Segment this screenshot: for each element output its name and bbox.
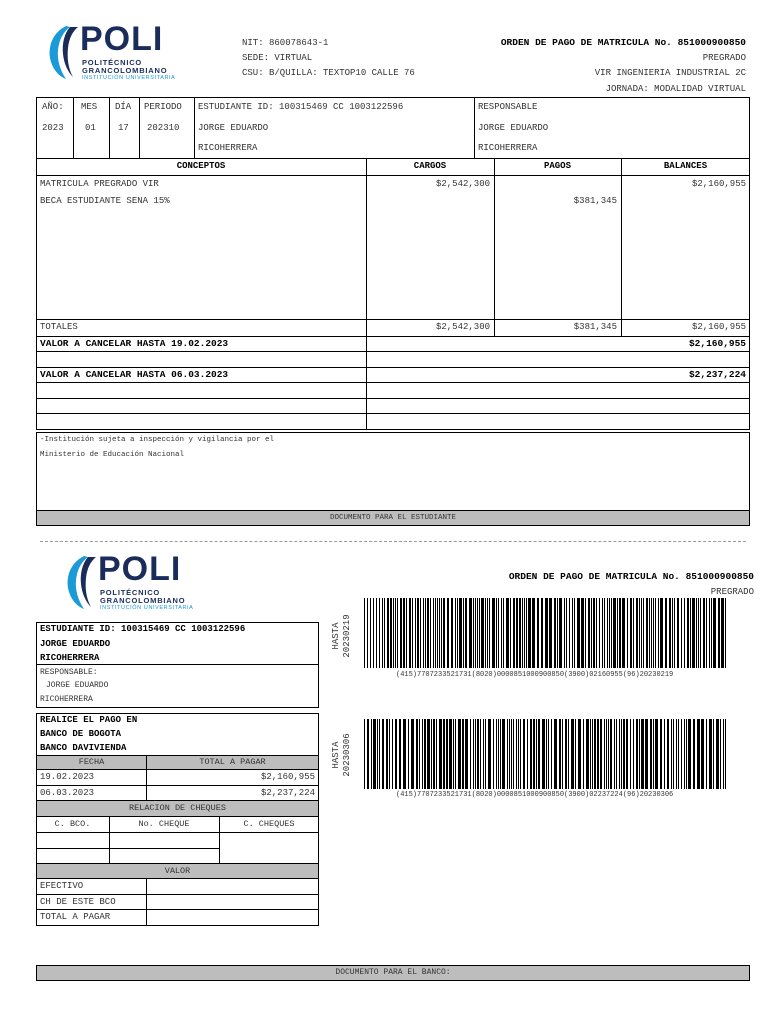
valor-ch-bco: CH DE ESTE BCO	[40, 897, 116, 907]
totales-cargo: $2,542,300	[435, 322, 490, 332]
dia-label: DÍA	[115, 102, 132, 112]
periodo-value: 202310	[147, 123, 180, 133]
csu: CSU: B/QUILLA: TEXTOP10 CALLE 76	[242, 68, 415, 78]
barcode-2-icon	[364, 719, 728, 789]
col-conceptos: CONCEPTOS	[176, 161, 226, 171]
valor-cancelar-1-label: VALOR A CANCELAR HASTA 19.02.2023	[40, 338, 229, 349]
totales-pago: $381,345	[573, 322, 617, 332]
nit: NIT: 860078643-1	[242, 38, 329, 48]
valor-total: TOTAL A PAGAR	[40, 912, 111, 922]
responsable-apellido: RICOHERRERA	[478, 143, 538, 153]
realice-pago: REALICE EL PAGO EN	[40, 715, 138, 725]
logo-line2: GRANCOLOMBIANO	[100, 596, 186, 605]
totales-balance: $2,160,955	[691, 322, 746, 332]
col-cargos: CARGOS	[413, 161, 447, 171]
barcode-2-hasta: HASTA	[331, 741, 341, 769]
responsable-label-banco: RESPONSABLE:	[40, 668, 98, 677]
estudiante-nombre: JORGE EDUARDO	[198, 123, 269, 133]
nota-line2: Ministerio de Educación Nacional	[40, 451, 185, 459]
periodo-label: PERIODO	[144, 102, 182, 112]
banco-bogota: BANCO DE BOGOTA	[40, 729, 122, 739]
poli-logo	[46, 22, 206, 82]
estudiante-label: ESTUDIANTE ID: 100315469 CC 1003122596	[198, 102, 404, 112]
mes-label: MES	[81, 102, 98, 112]
pago-fecha-2: 06.03.2023	[40, 788, 95, 798]
dia-value: 17	[118, 123, 129, 133]
pago-total-1: $2,160,955	[260, 772, 315, 782]
barcode-1-hasta: HASTA	[331, 622, 341, 650]
total-header: TOTAL A PAGAR	[147, 755, 318, 769]
valor-cancelar-1: $2,160,955	[688, 338, 746, 349]
orden-title: ORDEN DE PAGO DE MATRICULA No. 851000900850	[500, 37, 746, 48]
barcode-2-number: (415)7707233521731(8020)0000851000900850(3900)02237224(96)20230306	[396, 791, 674, 799]
logo-line1: POLITÉCNICO	[100, 588, 161, 597]
estudiante-line: ESTUDIANTE ID: 100315469 CC 1003122596	[40, 624, 246, 634]
responsable-label: RESPONSABLE	[478, 102, 538, 112]
logo-word: POLI	[80, 20, 164, 58]
col-balances: BALANCES	[663, 161, 708, 171]
barcode-1-number: (415)7707233521731(8020)0000851000900850(3900)02160955(96)20230219	[396, 671, 674, 679]
responsable-nombre-banco: JORGE EDUARDO	[46, 681, 109, 690]
col-c-cheques: C. CHEQUES	[243, 819, 295, 829]
cut-line	[40, 541, 746, 542]
estudiante-apellido: RICOHERRERA	[198, 143, 258, 153]
barcode-1-fecha: 20230219	[342, 614, 352, 658]
valor-cancelar-2: $2,237,224	[688, 369, 746, 380]
poli-logo-banco	[64, 552, 224, 612]
logo-word: POLI	[98, 550, 182, 588]
cargo-row-1: $2,542,300	[435, 179, 490, 189]
banco-davivienda: BANCO DAVIVIENDA	[40, 743, 127, 753]
logo-line3: INSTITUCIÓN UNIVERSITARIA	[82, 75, 176, 81]
concepto-row-2: BECA ESTUDIANTE SENA 15%	[40, 196, 170, 206]
ano-label: AÑO:	[42, 102, 64, 112]
valor-efectivo: EFECTIVO	[40, 881, 84, 891]
barcode-2-fecha: 20230306	[342, 733, 352, 777]
barcode-1-icon	[364, 598, 728, 668]
estudiante-nombre-banco: JORGE EDUARDO	[40, 639, 111, 649]
responsable-nombre: JORGE EDUARDO	[478, 123, 549, 133]
jornada: JORNADA: MODALIDAD VIRTUAL	[605, 84, 746, 94]
mes-value: 01	[85, 123, 96, 133]
nivel-banco: PREGRADO	[710, 587, 754, 597]
logo-line1: POLITÉCNICO	[82, 58, 143, 67]
col-c-bco: C. BCO.	[54, 819, 91, 829]
orden-title-banco: ORDEN DE PAGO DE MATRICULA No. 851000900850	[508, 571, 754, 582]
totales-label: TOTALES	[40, 322, 78, 332]
doc-banco-bar: DOCUMENTO PARA EL BANCO:	[36, 965, 750, 981]
estudiante-apellido-banco: RICOHERRERA	[40, 653, 100, 663]
valor-cancelar-2-label: VALOR A CANCELAR HASTA 06.03.2023	[40, 369, 229, 380]
ano-value: 2023	[42, 123, 64, 133]
logo-line3: INSTITUCIÓN UNIVERSITARIA	[100, 605, 194, 611]
valor-header: VALOR	[37, 864, 318, 878]
pago-fecha-1: 19.02.2023	[40, 772, 95, 782]
poli-logo-mark-icon	[46, 24, 80, 80]
relacion-cheques-header: RELACION DE CHEQUES	[37, 801, 318, 816]
col-no-cheque: No. CHEQUE	[138, 819, 190, 829]
sede: SEDE: VIRTUAL	[242, 53, 313, 63]
pago-row-2: $381,345	[573, 196, 617, 206]
col-pagos: PAGOS	[543, 161, 571, 171]
fecha-header: FECHA	[37, 755, 146, 769]
poli-logo-mark-icon	[64, 554, 98, 610]
nivel: PREGRADO	[702, 53, 746, 63]
logo-line2: GRANCOLOMBIANO	[82, 66, 168, 75]
pago-total-2: $2,237,224	[260, 788, 315, 798]
doc-estudiante-bar: DOCUMENTO PARA EL ESTUDIANTE	[36, 510, 750, 526]
nota-line1: -Institución sujeta a inspección y vigilancia por el	[40, 436, 275, 444]
programa: VIR INGENIERIA INDUSTRIAL 2C	[594, 68, 746, 78]
balance-row-1: $2,160,955	[691, 179, 746, 189]
concepto-row-1: MATRICULA PREGRADO VIR	[40, 179, 159, 189]
responsable-apellido-banco: RICOHERRERA	[40, 695, 93, 704]
